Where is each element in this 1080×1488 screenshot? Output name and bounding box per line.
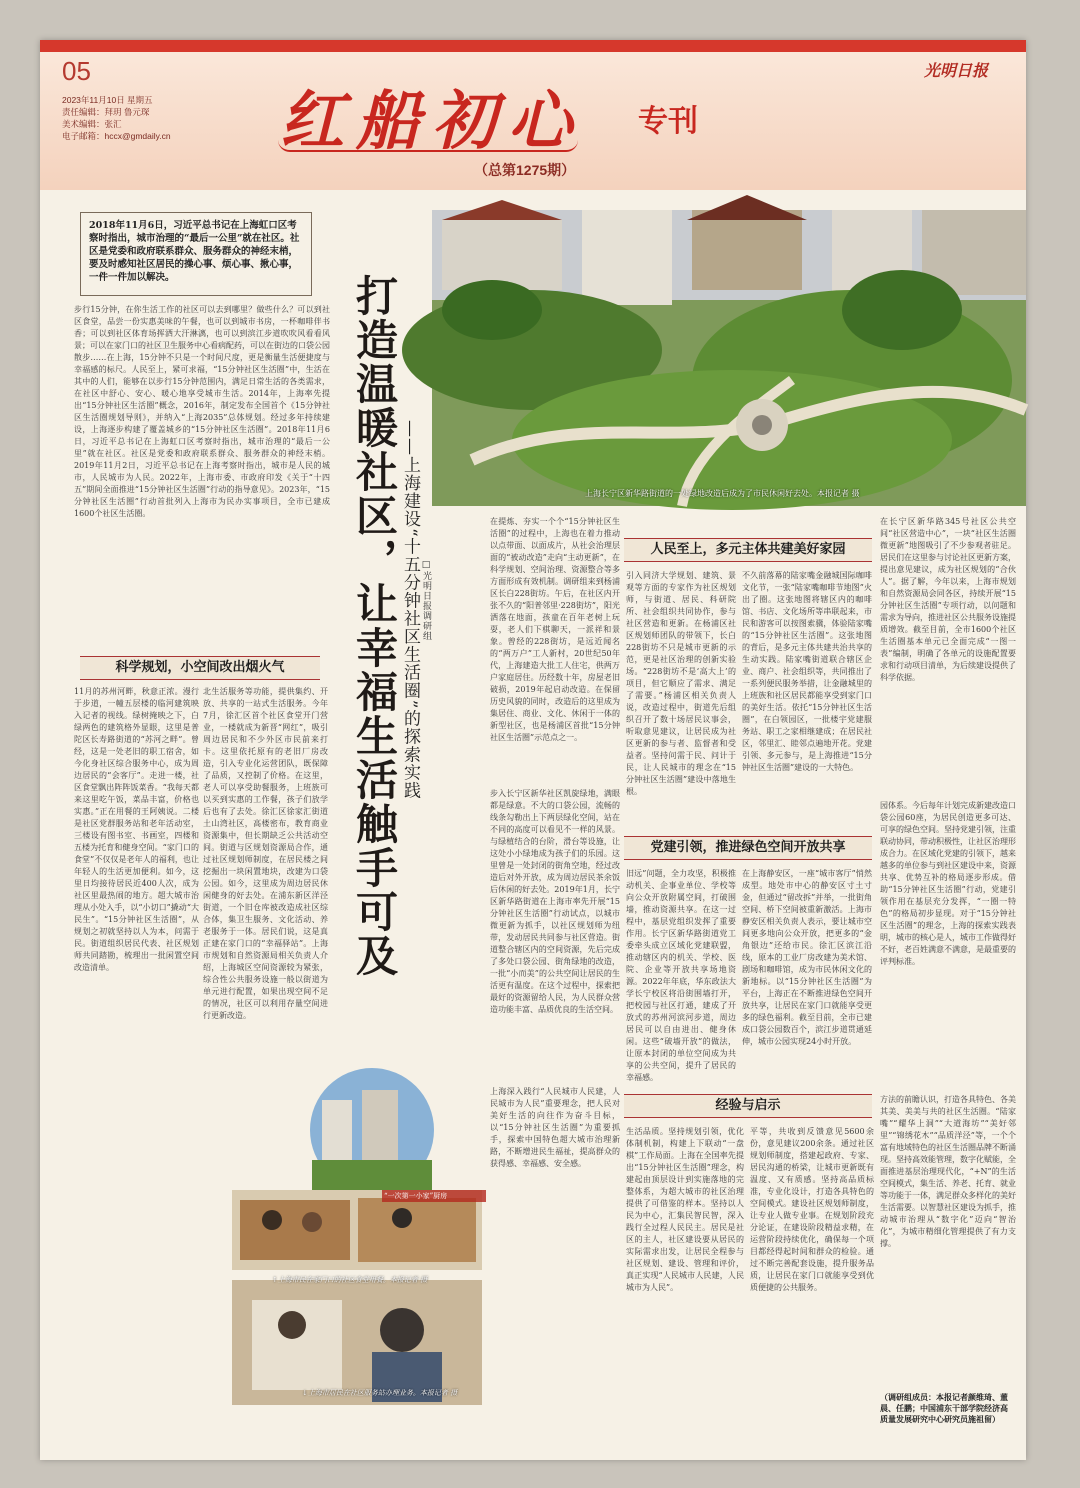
- main-headline: 打造温暖社区，让幸福生活触手可及: [350, 274, 399, 978]
- sub-headline: ——上海建设“十五分钟社区生活圈”的探索实践: [400, 420, 420, 800]
- section-title: 红船初心: [280, 84, 584, 159]
- column-1: 11月的苏州河畔，秋意正浓。漫行于步道，一幢五层楼的临河建筑映入记者的视线。绿树掩映之下，白绿两色的建筑格外显眼，这里是普陀区长寿路街道的“苏河之畔”。曾经，这是一处老旧的职工宿舍，如今化身社区综合服务中心，成为周边居民的“会客厅”。走进一楼，社区食堂飘出阵阵饭菜香。“我每天都来这里吃午饭，菜品丰富，价格也实惠。”正在用餐的王阿姨说。二楼是社区党群服务站和老年活动室，三楼设有图书室、书画室，四楼和五楼为托育和健身空间。“家门口的食堂”不仅仅是老年人的福利，也让年轻人的生活更加便利。如今，这里日均接待居民近400人次，成为社区里最热闹的地方。超大城市治理从小处入手，以“小切口”撬动“大民生”。“15分钟社区生活圈”，从规划之初就坚持以人为本，问需于民。街道组织居民代表、社区规划师共同踏勘，梳理出一批闲置空间改造清单。: [74, 687, 199, 972]
- column-5a: 不久前落幕的陆家嘴金融城国际咖啡文化节，一张“陆家嘴咖啡节地图”火出了圈。这张地图将辖区内的咖啡馆、书店、文化场所等串联起来，市民和游客可以按图索骥，体验陆家嘴的“15分钟社区生活圈”。这张地图的背后，是多元主体共建共治共享的生动实践。陆家嘴街道联合辖区企业、商户、社会组织等，共同推出了一系列便民服务举措，让金融城里的上班族和社区居民都能享受到家门口的美好生活。依托“15分钟社区生活圈”，在白领园区，一批楼宇党建服务站、职工之家相继建成；在居民社区，邻里汇、睦邻点遍地开花。党建引领、多元参与，是上海推进“15分钟社区生活圈”建设的一大特色。: [742, 571, 872, 772]
- photo-caption-2: “一次第一小家”厨房: [382, 1190, 486, 1202]
- hero-photo: [432, 210, 1026, 506]
- column-5b: 在上海静安区，一座“城市客厅”悄然成型。地处市中心的静安区寸土寸金，但通过“留改拆”并举，一批街角空间、桥下空间被重新激活。上海市静安区相关负责人表示，要让城市空间更多地向公众开放，把更多的“金角银边”还给市民。徐汇区滨江沿线，原本的工业厂房改建为美术馆、剧场和咖啡馆，成为市民休闲文化的新地标。以“15分钟社区生活圈”为平台，上海正在不断推进绿色空间开放共享，让居民在家门口就能享受更多的绿色福利。截至目前，全市已建成口袋公园数百个，滨江步道贯通延伸，城市公园实现24小时开放。: [742, 869, 872, 1046]
- column-7a: 生活品质。坚持规划引领，优化体制机制，构建上下联动“一盘棋”工作局面。上海在全国率先提出“15分钟社区生活圈”理念，构建起由顶层设计到实施落地的完整体系，为超大城市的社区治理提供了可借鉴的样本。坚持以人民为中心，汇集民智民智，深入践行全过程人民民主。居民是社区的主人，社区建设要从居民的实际需求出发，让居民全程参与社区规划、建设、管理和评价，真正实现“人民城市人民建，人民城市为人民”。: [626, 1127, 744, 1292]
- footer-note: （调研组成员：本报记者颜维琦、董晨、任鹏；中国浦东干部学院经济高质量发展研究中心研究员施祖留）: [880, 1392, 1008, 1424]
- lead-paragraph: 步行15分钟，在你生活工作的社区可以去到哪里？做些什么？可以到社区食堂，品尝一份实惠美味的午餐，也可以到城市书房，一杯咖啡伴书香；可以到社区体育场挥洒大汗淋漓，也可以到滨江步道吹吹风看看风景；可以在家门口的社区卫生服务中心看病配药，可以在街边的口袋公园散步……在上海，15分钟不只是一个时间尺度，更是衡量生活便捷度与幸福感的标尺。人民至上，紧可求福，“15分钟社区生活圈”中，生活在其中的人们，能够在以步行15分钟范围内，满足日常生活的各类需求，在社区中舒心、安心、暖心地享受城市生活。2014年，上海率先提出“15分钟社区生活圈”概念，2016年，制定发布全国首个《15分钟社区生活圈规划导则》，并纳入“上海2035”总体规划。经过多年持续建设，上海逐步构建了覆盖城乡的“15分钟社区生活圈”。2018年11月6日，习近平总书记在上海虹口区考察时指出，城市治理的“最后一公里”就在社区。社区是党委和政府联系群众、服务群众的神经末梢。2019年11月2日，习近平总书记在上海考察时指出，城市是人民的城市，人民城市为人民。2022年，上海市委、市政府印发《关于“十四五”期间全面推进“15分钟社区生活圈”行动的指导意见》。2023年，“15分钟社区生活圈”行动首批列入上海市为民办实事项目，全市已建成1600个社区生活圈。: [74, 305, 330, 518]
- date-line: 2023年11月10日 星期五: [62, 95, 153, 105]
- byline: □光明日报调研组: [421, 560, 431, 641]
- photo-caption-3: ↓上海市居民在社区服务站办理业务。本报记者 摄: [302, 1389, 458, 1397]
- column-2: 北生活服务等功能，提供集约、开放、共享的一站式生活服务。今年7月，徐汇区首个社区食堂开门营业，一楼就成为新晋“网红”，吸引周边居民和不少外区市民前来打卡。这里依托原有的老旧厂房改造，引入专业化运营团队，既保障了品质，又控制了价格。在这里，老人可以享受助餐服务，上班族可以买到实惠的工作餐，孩子们放学后也有了去处。徐汇区徐家汇街道土山湾社区，高楼密布，教育商业资源集中，但长期缺乏公共活动空间。街道与区规划资源局合作，通过社区规划师制度，在居民楼之间挖掘出一块闲置地块，改建为口袋公园。如今，这里成为周边居民休闲健身的好去处。在浦东新区洋泾街道，一个旧仓库被改造成社区综合体，集卫生服务、文化活动、养老服务于一体。居民们说，这是真正建在家门口的“幸福驿站”。上海市规划和自然资源局相关负责人介绍，上海城区空间资源较为紧张，综合性公共服务设施一般以街道为单元进行配置，如果出现空间不足的情况，社区可以利用存量空间进行更新改造。: [203, 687, 328, 1020]
- column-3a: 在提炼、夯实一个个“15分钟社区生活圈”的过程中，上海也在着力推动以点带面、以面成片，从社会治理层面的“被动改造”走向“主动更新”，在科学规划、空间治理、资源整合等多方面形成有效机制。调研组来到杨浦区长白228街坊。午后，在社区内开张不久的“阳普邻里·228街坊”，阳光洒落在地面，孩童在百年老树上玩耍，老人们下棋聊天，一派祥和景象。曾经的228街坊，是远近闻名的“两万户”工人新村，20世纪50年代，上海建造大批工人住宅，供两万户家庭居住。历经数十年，房屋老旧破损，2019年起启动改造。在保留历史风貌的同时，改造后的这里成为集居住、商业、文化、休闲于一体的新型社区，也是杨浦区首批“15分钟社区生活圈”示范点之一。: [490, 517, 620, 742]
- designer-line: 美术编辑：张汇: [62, 119, 122, 129]
- hero-caption: 上海长宁区新华路街道的一处绿地改造后成为了市民休闲好去处。本报记者 摄: [585, 489, 860, 498]
- column-4a: 引入同济大学规划、建筑、景观等方面的专家作为社区规划师，与街道、居民、科研院所、社会组织共同协作，参与社区营造和更新。在杨浦区社区规划师团队的带领下，长白228街坊不只是城市更新的示范，更是社区治理的创新实验场。“228街坊不是‘高大上’的项目，但它顺应了需求、满足了需要。”杨浦区相关负责人说，改造过程中，街道先后组织召开了数十场居民议事会，听取意见建议，让居民成为社区更新的参与者、监督者和受益者。坚持问需于民、问计于民，让人民城市的理念在“15分钟社区生活圈”建设中落地生根。: [626, 571, 736, 796]
- column-7b: 平等，共收到反馈意见5600余份，意见建议200余条。通过社区规划师制度，搭建起政府、专家、居民沟通的桥梁，让城市更新既有温度、又有质感。坚持高品质标准，专业化设计，打造各具特色的空间模式。建设社区规划师制度，让专业人做专业事。在规划阶段充分论证，在建设阶段精益求精，在运营阶段持续优化，确保每一个项目都经得起时间和群众的检验。通过不断完善配套设施，提升服务品质，让居民在家门口就能享受到优质便捷的公共服务。: [750, 1127, 874, 1292]
- section-heading-2: 人民至上，多元主体共建美好家园: [624, 538, 872, 562]
- issue-number: （总第1275期）: [474, 162, 576, 178]
- editor-line: 责任编辑：拜玥 鲁元琛: [62, 107, 150, 117]
- column-6b: 园体系。今后每年计划完成新建改造口袋公园60座，为居民创造更多可达、可享的绿色空间。坚持党建引领，注重联动协同，带动积极性，让社区治理形成合力。在区域化党建的引领下，越来越多的单位参与到社区建设中来，资源共享、优势互补的格局逐步形成。借助“15分钟社区生活圈”行动，党建引领作用在基层充分发挥，“一圈一特色”的格局初步显现。对于“15分钟社区生活圈”的理念，上海的探索实践表明，城市的核心是人，城市工作做得好不好，老百姓满意不满意，是最重要的评判标准。: [880, 801, 1016, 966]
- column-3b: 步入长宁区新华社区凯旋绿地，满眼都是绿意。不大的口袋公园，流畅的线条勾勒出上下两层绿化空间，站在不同的高度可以看见不一样的风景。与绿植结合的台阶，滑台等设施，让这处小小绿地成为孩子们的乐园。这里曾是一处封闭的街角空地，经过改造后对外开放，成为周边居民茶余饭后休闲的好去处。2019年1月，长宁区新华路街道在上海市率先开展“15分钟社区生活圈”行动试点，以城市微更新为抓手，以社区规划师为纽带，发动居民共同参与社区营造。街道整合辖区内的空间资源，先后完成了多处口袋公园、街角绿地的改造，一批“小而美”的公共空间让居民的生活更有温度。在这个过程中，探索把最好的资源留给人民，为人民群众营造功能丰富、品质优良的生活空间。: [490, 789, 620, 1014]
- masthead-band: [40, 40, 1026, 190]
- newspaper-page: [40, 40, 1026, 1460]
- section-heading-1: 科学规划，小空间改出烟火气: [80, 656, 320, 680]
- section-heading-4: 经验与启示: [624, 1094, 872, 1118]
- email-line: 电子邮箱：hccx@gmdaily.cn: [62, 131, 171, 141]
- section-heading-3: 党建引领，推进绿色空间开放共享: [624, 836, 872, 860]
- red-boat-icon: [278, 140, 578, 152]
- photo-caption-1: ↑上海市民在家门口的社区食堂用餐。本报记者 摄: [272, 1276, 428, 1284]
- intro-box: 2018年11月6日，习近平总书记在上海虹口区考察时指出，城市治理的“最后一公里”就在社区。社区是党委和政府联系群众、服务群众的神经末梢，要及时感知社区居民的操心事、烦心事、揪心事，一件一件加以解决。: [80, 212, 312, 296]
- collage-photos: [232, 1070, 482, 1405]
- page-number: 05: [62, 56, 91, 86]
- garden-aerial-image: [432, 210, 1026, 506]
- section-subtitle: 专刊: [638, 104, 698, 139]
- column-7c: 上海深入践行“人民城市人民建，人民城市为人民”重要理念，把人民对美好生活的向往作为奋斗目标，以“15分钟社区生活圈”为重要抓手，探索中国特色超大城市治理新路，不断增进民生福祉，提高群众的获得感、幸福感、安全感。: [490, 1087, 620, 1168]
- column-6a: 在长宁区新华路345号社区公共空间“社区营造中心”，一块“社区生活圈微更新”地图吸引了不少参观者驻足。居民们在这里参与讨论社区更新方案，提出意见建议，成为社区规划的“合伙人”。据了解，今年以来，上海市规划和自然资源局会同各区，持续开展“15分钟社区生活圈”专项行动，以问题和需求为导向，推进社区公共服务设施提质增效。截至目前，全市1600个社区生活圈基本单元已全面完成“一图一表”编制，明确了各单元的设施配置要求和行动项目清单，为后续建设提供了科学依据。: [880, 517, 1016, 682]
- masthead-info: [62, 94, 171, 142]
- photo-collage: [232, 1070, 482, 1405]
- newspaper-logo: 光明日报: [923, 61, 988, 80]
- column-4b: 旧远”问题，全力攻坚，积极推动机关、企事业单位、学校等向公众开放附属空间，打破围墙，推动资源共享。在这一过程中，基层党组织发挥了重要作用。长宁区新华路街道党工委牵头成立区域化党建联盟，推动辖区内的机关、学校、医院、企业等开放共享场地资源。2022年年底，华东政法大学长宁校区将沿街围墙打开，把校园与社区打通，建成了开放式的苏州河滨河步道，周边居民可以自由进出、健身休闲。这些“破墙开放”的做法，让原本封闭的单位空间成为共享的公共空间，提升了居民的幸福感。: [626, 869, 736, 1082]
- column-6c: 方法的前瞻认识，打造各具特色、各美其美、美美与共的社区生活圈。“陆家嘴”“耀华上洞”“大道海坊”“美好邻里”“锦绣花木”“品质洋泾”等，一个个富有地域特色的社区生活圈品牌不断涌现。坚持高效能管理，数字化赋能，全面推进基层治理现代化，“+N”的生活空间模式，集生活、养老、托育、就业等功能于一体，满足群众多样化的美好生活需要。以智慧社区建设为抓手，推动城市治理从“数字化”迈向“智治化”，为城市精细化管理提供了有力支撑。: [880, 1095, 1016, 1248]
